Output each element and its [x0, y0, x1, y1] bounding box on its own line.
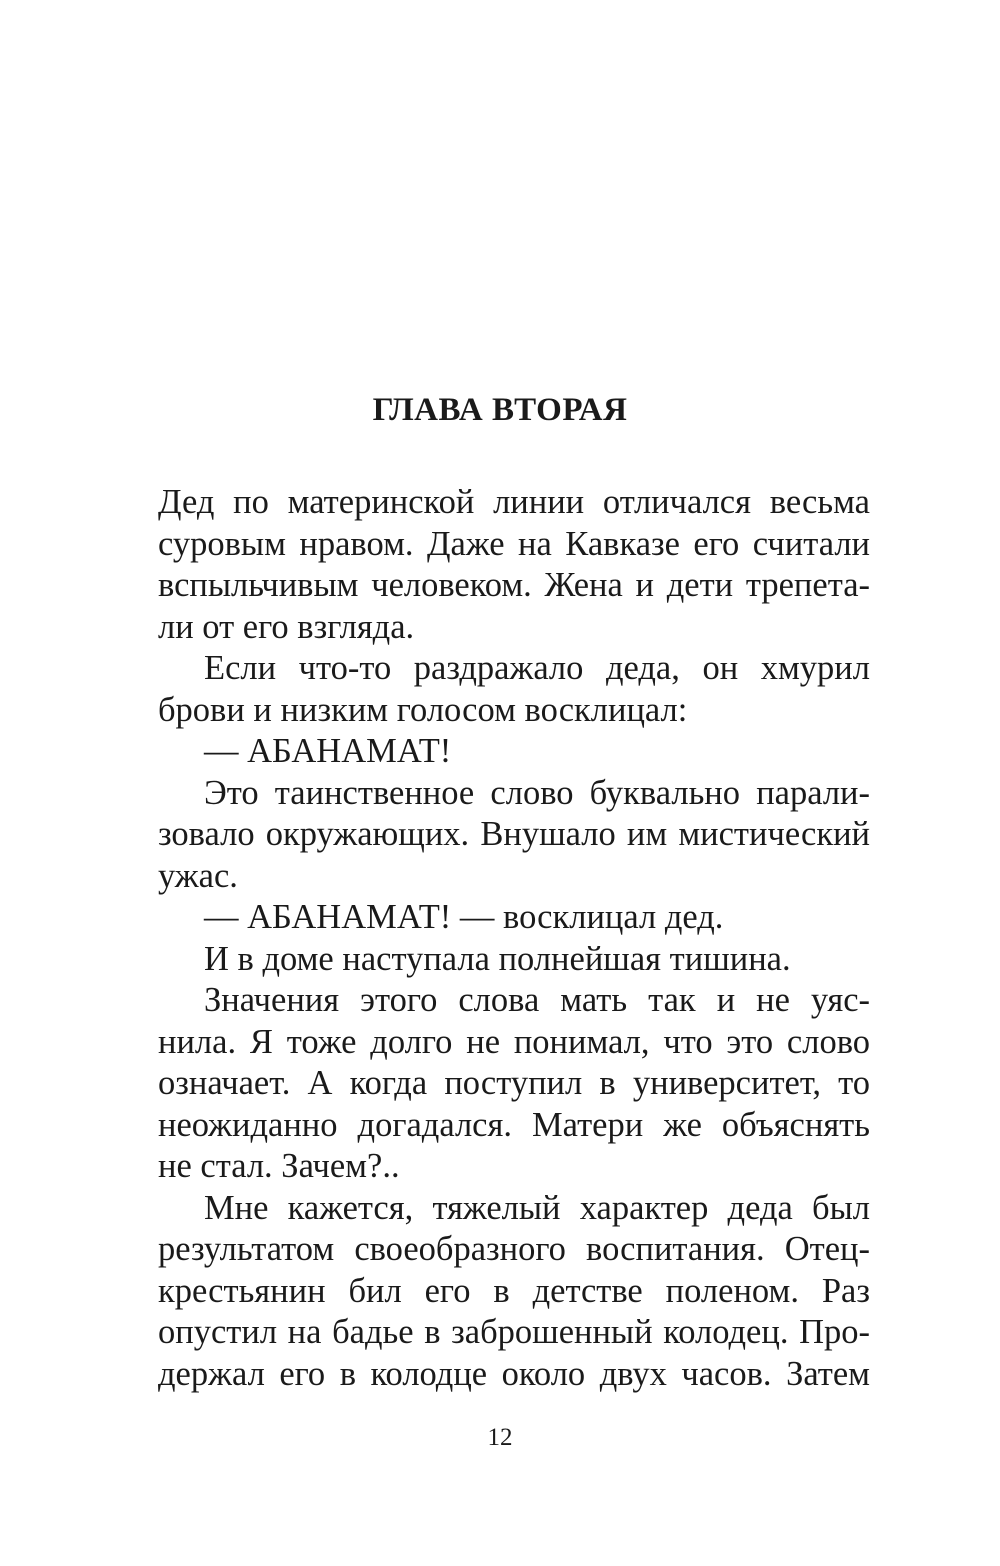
text-line: держал его в колодце около двух часов. Затем	[158, 1354, 870, 1393]
text-line: зовало окружающих. Внушало им мистический	[158, 815, 870, 853]
text-line: Дед по материнской линии отличался весьма	[158, 483, 870, 521]
text-line: — АБАНАМАТ! — восклицал дед.	[204, 898, 724, 936]
text-line: И в доме наступала полнейшая тишина.	[204, 939, 791, 978]
text-line: нила. Я тоже долго не понимал, что это слово	[158, 1022, 870, 1061]
page-number: 12	[487, 1424, 513, 1451]
text-line: Это таинственное слово буквально парали-	[204, 773, 870, 812]
text-line: вспыльчивым человеком. Жена и дети трепета-	[158, 566, 870, 604]
text-line: суровым нравом. Даже на Кавказе его считали	[158, 524, 870, 563]
text-line: ужас.	[158, 856, 238, 895]
text-line: — АБАНАМАТ!	[204, 732, 452, 770]
text-line: крестьянин бил его в детстве поленом. Раз	[158, 1271, 870, 1310]
text-line: результатом своеобразного воспитания. Отец-	[158, 1230, 870, 1268]
text-line: ли от его взгляда.	[158, 607, 415, 646]
text-line: означает. А когда поступил в университет, то	[158, 1064, 870, 1102]
body-text	[158, 482, 870, 1395]
text-line: брови и низким голосом восклицал:	[158, 690, 688, 729]
chapter-title: ГЛАВА ВТОРАЯ	[372, 392, 628, 428]
text-line: Если что-то раздражало деда, он хмурил	[204, 649, 870, 687]
text-line: Значения этого слова мать так и не уяс-	[204, 981, 870, 1019]
text-line: опустил на бадье в заброшенный колодец. Про-	[158, 1313, 870, 1351]
text-line: Мне кажется, тяжелый характер деда был	[204, 1188, 870, 1227]
text-line: не стал. Зачем?..	[158, 1147, 400, 1185]
text-line: неожиданно догадался. Матери же объяснять	[158, 1105, 870, 1144]
